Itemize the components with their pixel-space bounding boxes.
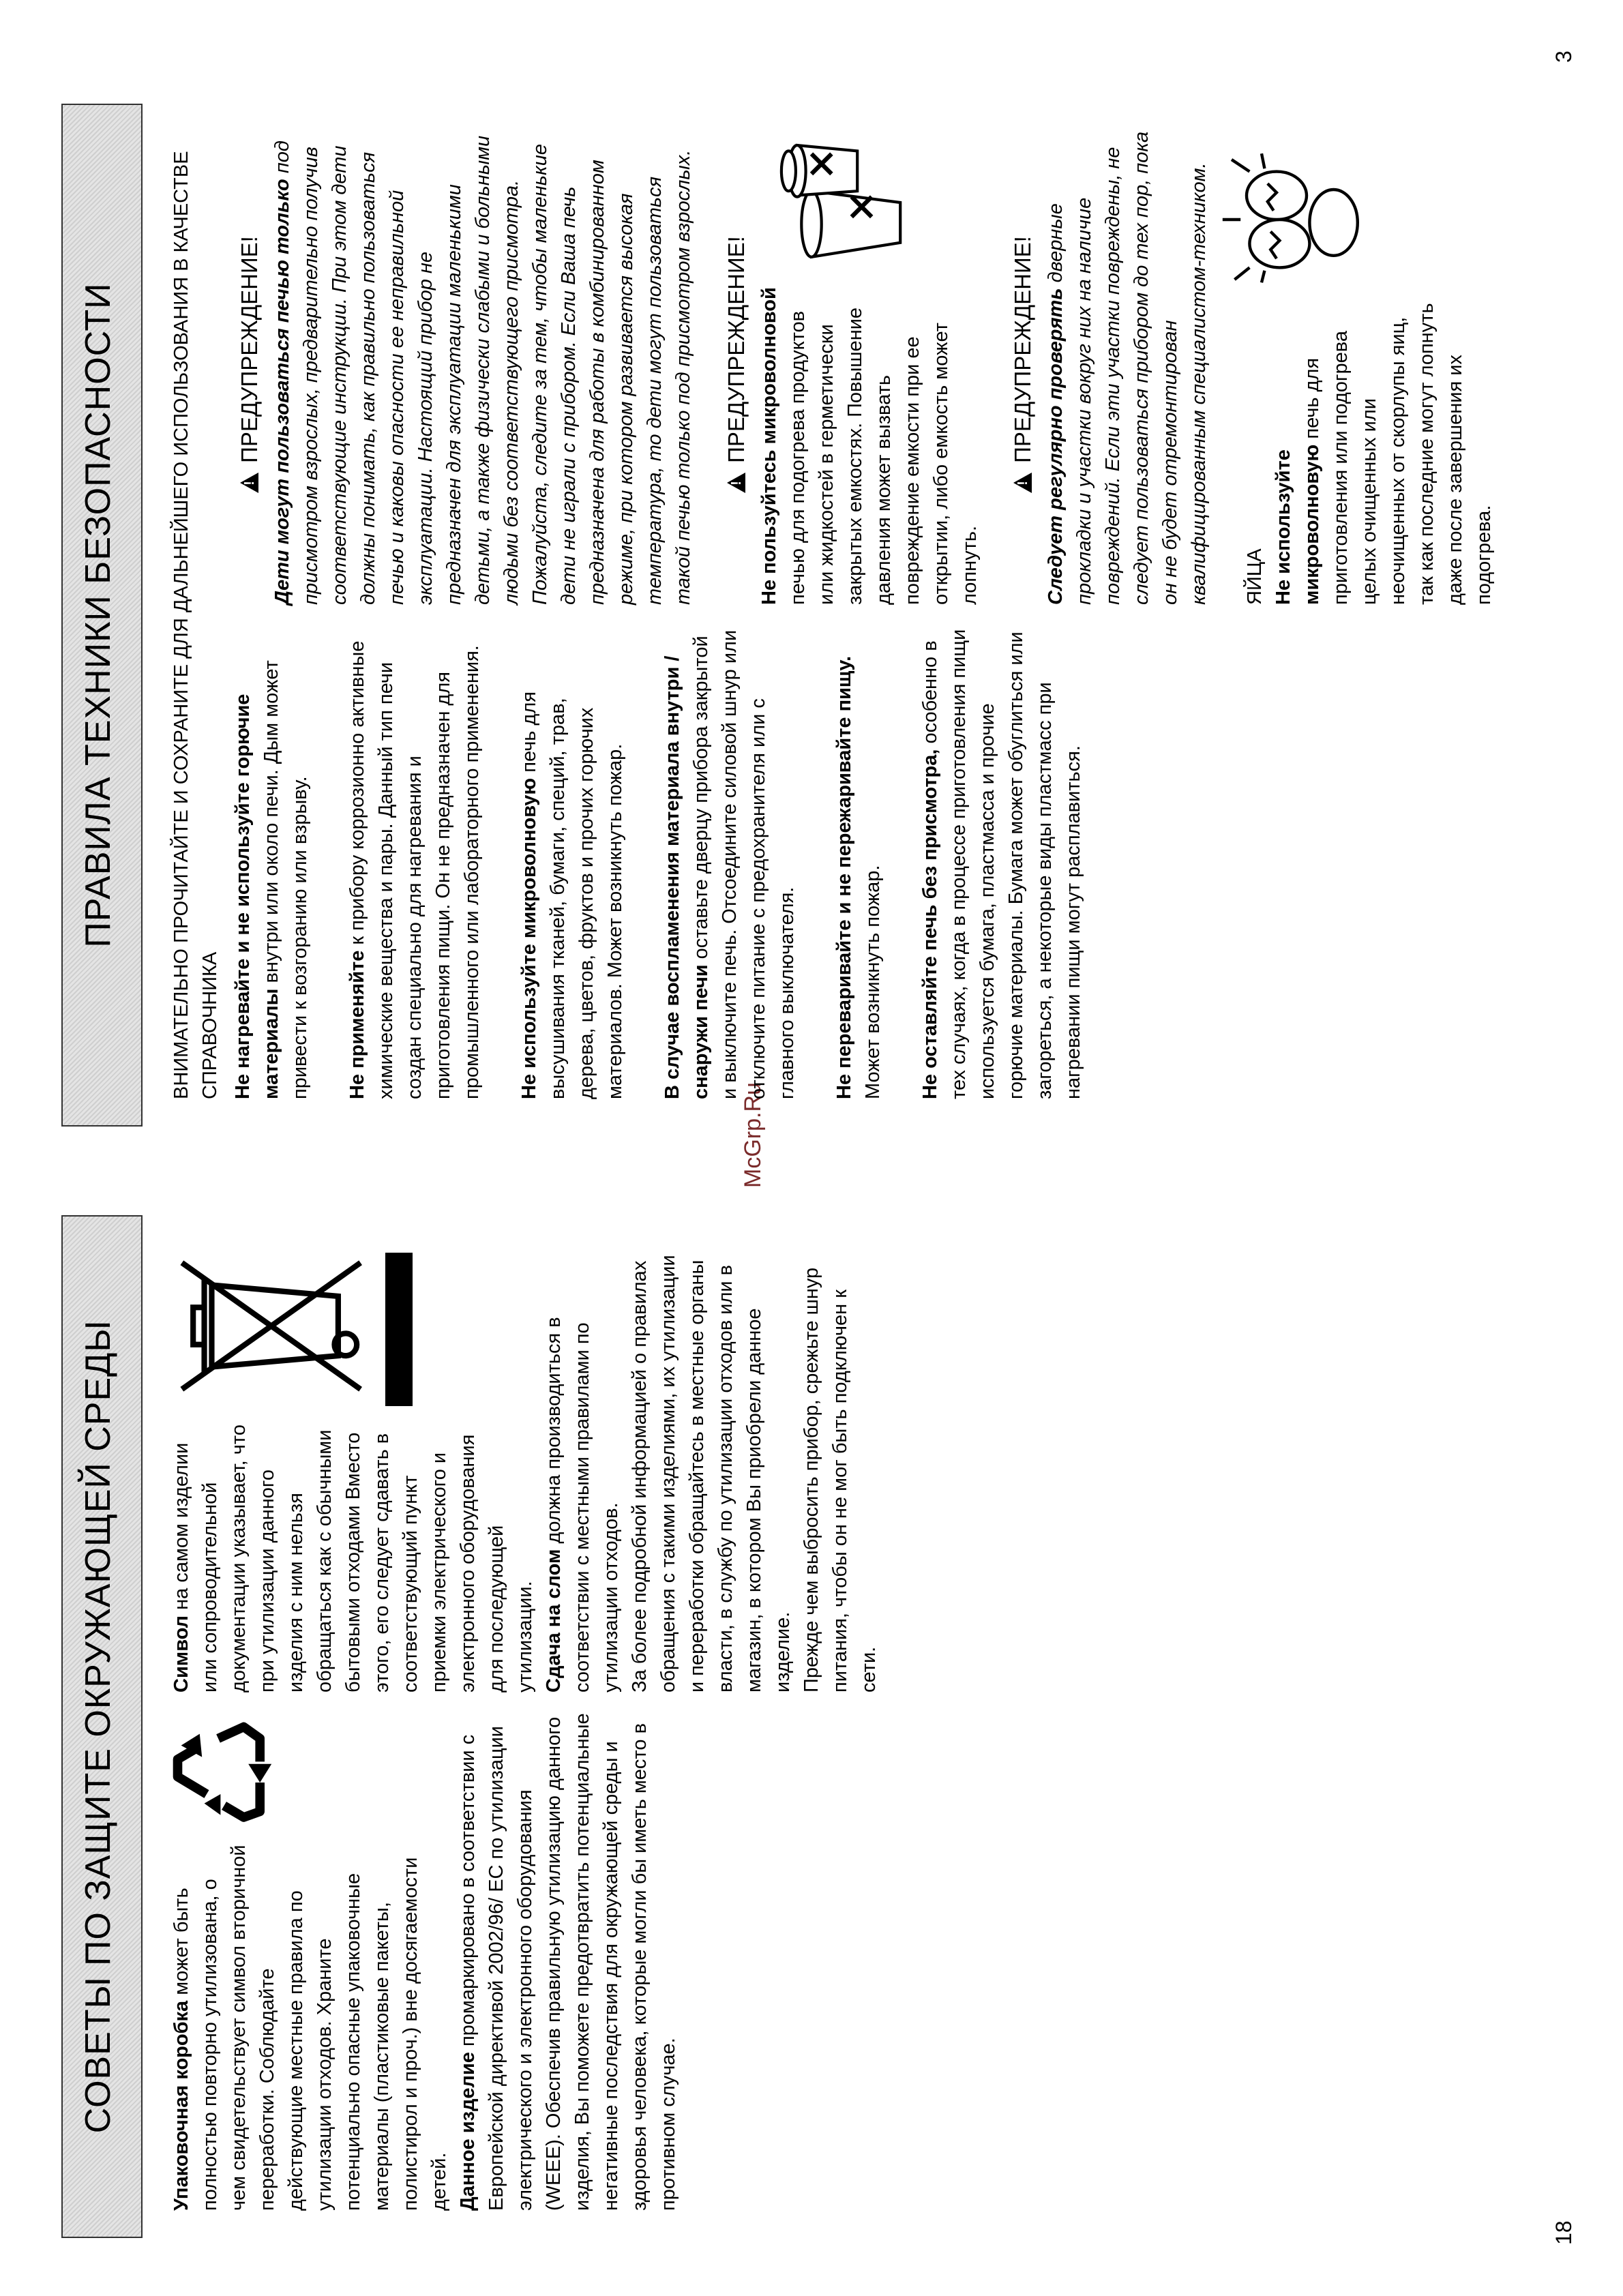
seals-bold: Следует регулярно проверять xyxy=(1045,288,1067,605)
flammable-bold: Не нагревайте и не используйте горючие материалы xyxy=(232,694,282,1099)
children-text: под присмотром взрослых, предварительно получив соответствующие инструкции. При этом дети должны понимать, как правильно пользоваться печью и каковы опасности ее неправильной эксплуатации. Настоящий прибор не предназначен для эксплуатации маленькими детьми, а также физически слабыми и больными людьми без соответствующего присмотра. Пожалуйста, следите за тем, чтобы маленькие дети не играли с прибором. Если Ваша печь предназначена для работы в комбинированном режиме, при котором развивается высокая температура, то дети могут пользоваться такой печью только под присмотром взрослых. xyxy=(271,135,694,605)
sealed-jars-illustration xyxy=(769,131,912,274)
packaging-text: может быть полностью повторно утилизована, о чем свидетельствует символ вторичной переработки. Соблюдайте действующие местные правила по утилизации отходов. Храните потенциально опасные упаковочные материалы (пластиковые пакеты, полистирол и проч.) вне досягаемости детей. xyxy=(170,1845,450,2211)
seals-text: дверные прокладки и участки вокруг них на наличие повреждений. Если эти участки повреждены, не следует пользоваться прибором до тех пор, пока он не будет отремонтирован квалифицированным специалистом-техником. xyxy=(1045,131,1210,605)
warning-heading xyxy=(1007,124,1039,605)
section-title-band xyxy=(61,104,143,1127)
more-info-text: За более подробной информацией о правилах обращения с такими изделиями, их утилизации и переработки обращайтесь в местные органы власти, в службу по утилизации отходов или в магазин, в котором Вы приобрели данное изделие. xyxy=(629,1255,794,1693)
right-column xyxy=(167,1242,883,1693)
symbol-bold: Символ xyxy=(170,1615,192,1693)
symbol-text: на самом изделии или сопроводительной документации указывает, что при утилизации данного изделия с ним нельзя обращаться как с обычными бытовыми отходами Вместо этого, его следует сдавать в соответствующий пункт приемки электрического и электронного оборудования для последующей утилизации. xyxy=(170,1425,536,1693)
product-bold: Данное изделие xyxy=(457,2052,479,2211)
warning-heading xyxy=(721,124,752,605)
left-column xyxy=(167,1710,683,2211)
left-column xyxy=(167,124,224,1099)
corrosive-bold: Не применяйте xyxy=(346,950,368,1099)
eggs-heading: ЯЙЦА xyxy=(1244,548,1266,605)
warning-heading xyxy=(234,124,265,605)
crossed-out-wheelie-bin-icon xyxy=(167,1249,372,1403)
drying-bold: Не используйте микроволновую xyxy=(518,777,540,1099)
overcook-text: Может возникнуть пожар. xyxy=(862,865,884,1099)
page-number-right: 3 xyxy=(1551,50,1576,63)
children-bold: Дети могут пользоваться печью только xyxy=(271,179,293,605)
handover-bold: Сдача на слом xyxy=(543,1549,565,1693)
warning-triangle-icon xyxy=(727,473,745,493)
fire-bold: В случае воспламенения материала внутри / снаружи печи xyxy=(661,655,712,1099)
product-text: промаркировано в соответствии с Европейской директивой 2002/96/ EC по утилизации электрического и электронного оборудования (WEEE). Обеспечив правильную утилизацию данного изделия, Вы поможете предотвратить потенциальные негативные последствия для окружающей среды и здоровья человека, которые могли бы иметь место в противном случае. xyxy=(457,1713,679,2211)
page-title: ПРАВИЛА ТЕХНИКИ БЕЗОПАСНОСТИ xyxy=(78,282,118,948)
flammable-text: внутри или около печи. Дым может привести к возгоранию или взрыву. xyxy=(260,660,311,1099)
fire-text: оставьте дверцу прибора закрытой и выключите печь. Отсоедините силовой шнур или отключите питание с предохранителя или с главного выключателя. xyxy=(690,629,798,1099)
unattended-text: особенно в тех случаях, когда в процессе приготовления пищи используется бумага, пластмасса и прочие горючие материалы. Бумага может обуглиться или загореться, а некоторые виды пластмасс при нагревании пищи могут расплавиться. xyxy=(919,629,1084,1099)
overcook-bold: Не переваривайте и не пережаривайте пищу. xyxy=(833,655,855,1099)
separation-bar xyxy=(385,1253,413,1406)
sealed-text: печью для подогрева продуктов или жидкостей в герметически закрытых емкостях. Повышение давления может вызвать повреждение емкости при ее открытии, либо емкость может лопнуть. xyxy=(787,307,981,605)
right-page-left-column xyxy=(228,629,1088,1099)
recycle-icon xyxy=(160,1713,276,1829)
corrosive-text: к прибору коррозионно активные химические вещества и пары. Данный тип печи создан специально для нагревания и приготовления пищи. Он не предназначен для промышленного или лабораторного применения. xyxy=(346,640,483,1099)
intro-text: ВНИМАТЕЛЬНО ПРОЧИТАЙТЕ И СОХРАНИТЕ ДЛЯ ДАЛЬНЕЙШЕГО ИСПОЛЬЗОВАНИЯ В КАЧЕСТВЕ СПРАВОЧНИКА xyxy=(170,151,221,1099)
unattended-bold: Не оставляйте печь без присмотра, xyxy=(919,749,941,1099)
warning-triangle-icon xyxy=(240,473,258,493)
eggs-bold: Не используйте микроволновую xyxy=(1272,444,1323,605)
right-page xyxy=(61,104,1528,1127)
packaging-bold: Упаковочная коробка xyxy=(170,2000,192,2211)
sealed-bold: Не пользуйтесь микроволновой xyxy=(758,287,780,605)
warning-label: ПРЕДУПРЕЖДЕНИЕ! xyxy=(1010,236,1035,463)
warning-triangle-icon xyxy=(1013,473,1032,493)
watermark: McGrp.Ru xyxy=(740,1082,766,1188)
drying-text: печь для высушивания тканей, бумаги, специй, трав, дерева, цветов, фруктов и прочих горючих материалов. Может возникнуть пожар. xyxy=(518,691,626,1099)
right-page-right-column xyxy=(228,124,1498,605)
page-number-left: 18 xyxy=(1551,2220,1576,2245)
left-page xyxy=(61,1215,1528,2238)
section-title-band xyxy=(61,1215,143,2238)
warning-label: ПРЕДУПРЕЖДЕНИЕ! xyxy=(237,236,262,463)
handover-text: должна производиться в соответствии с местными правилами по утилизации отходов. xyxy=(543,1317,622,1693)
exploding-eggs-illustration xyxy=(1217,141,1367,298)
page-title: СОВЕТЫ ПО ЗАЩИТЕ ОКРУЖАЮЩЕЙ СРЕДЫ xyxy=(78,1320,118,2134)
warning-label: ПРЕДУПРЕЖДЕНИЕ! xyxy=(724,236,749,463)
eggs-text: печь для приготовления или подогрева целых очищенных или неочищенных от скорлупы яиц, так как последние могут лопнуть даже после завершения их подогрева. xyxy=(1301,303,1495,605)
before-disposal-text: Прежде чем выбросить прибор, срежьте шнур питания, чтобы он не мог быть подключен к сети. xyxy=(801,1267,880,1693)
